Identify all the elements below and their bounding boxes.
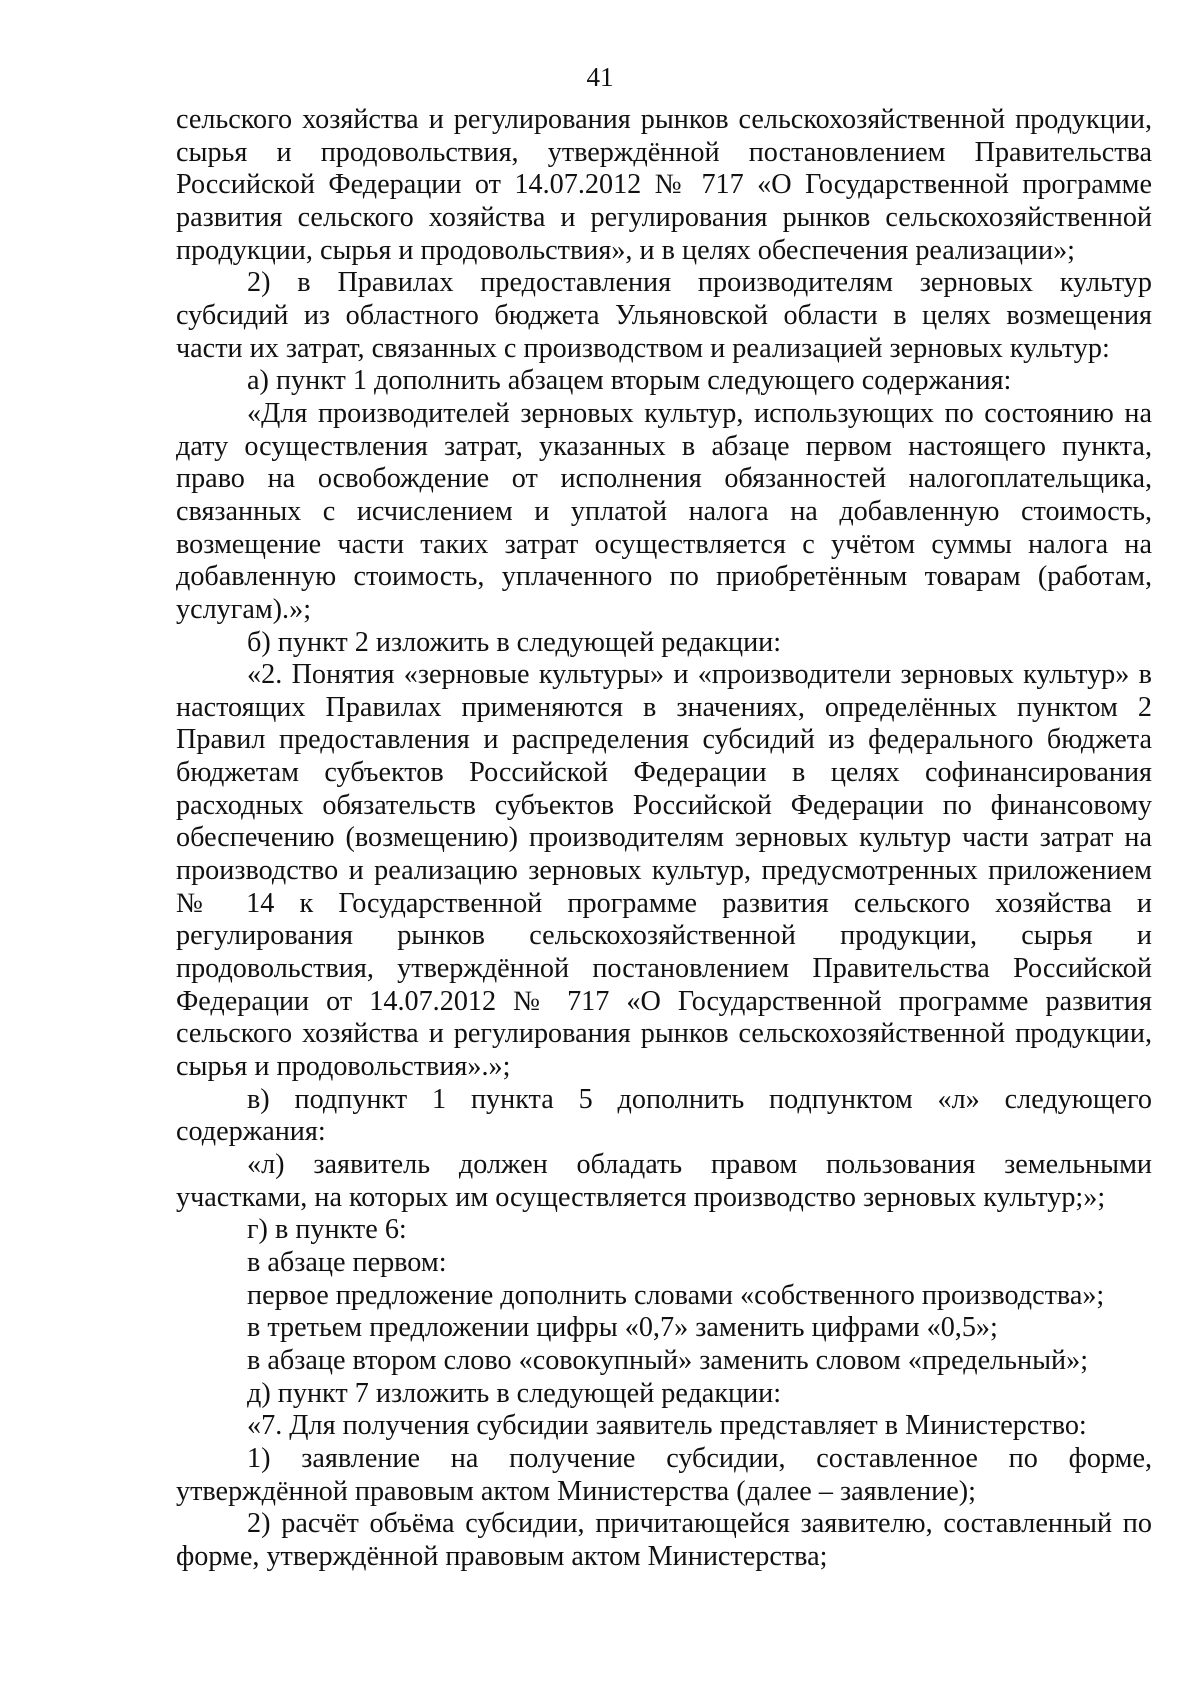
paragraph-third-sentence: в третьем предложении цифры «0,7» заменить цифрами «0,5»; — [247, 1312, 998, 1344]
paragraph-subitem-d: д) пункт 7 изложить в следующей редакции: — [247, 1377, 782, 1409]
paragraph-subitem-a: а) пункт 1 дополнить абзацем вторым следующего содержания: — [247, 365, 1012, 397]
paragraph-quote-7: «7. Для получения субсидии заявитель представляет в Министерство: — [247, 1410, 1087, 1442]
paragraph-quote-a: «Для производителей зерновых культур, использующих по состоянию на дату осуществления затрат, указанных в абзаце первом настоящего пункта, право на освобождение от исполнения обязанностей налогоплательщика, связанных с исчислением и уплатой налога на добавленную стоимость, возмещение части таких затрат осуществляется с учётом суммы налога на добавленную стоимость, уплаченного по приобретённым товарам (работам, услугам).»; — [176, 397, 1152, 625]
paragraph-quote-b: «2. Понятия «зерновые культуры» и «производители зерновых культур» в настоящих Правилах применяются в значениях, определённых пунктом 2 Правил предоставления и распределения субсидий из федерального бюджета бюджетам субъектов Российской Федерации в целях софинансирования расходных обязательств субъектов Российской Федерации по финансовому обеспечению (возмещению) производителям зерновых культур части затрат на производство и реализацию зерновых культур, предусмотренных приложением № 14 к Государственной программе развития сельского хозяйства и регулирования рынков сельскохозяйственной продукции, сырья и продовольствия, утверждённой постановлением Правительства Российской Федерации от 14.07.2012 № 717 «О Государственной программе развития сельского хозяйства и регулирования рынков сельскохозяйственной продукции, сырья и продовольствия».»; — [176, 659, 1152, 1083]
paragraph-list-2: 2) расчёт объёма субсидии, причитающейся заявителю, составленный по форме, утверждённой правовым актом Министерства; — [176, 1508, 1152, 1572]
paragraph-first-abzac: в абзаце первом: — [247, 1246, 447, 1278]
page-number: 41 — [586, 62, 614, 92]
paragraph-quote-l: «л) заявитель должен обладать правом пользования земельными участками, на которых им осуществляется производство зерновых культур;»; — [176, 1149, 1152, 1213]
paragraph-list-1: 1) заявление на получение субсидии, составленное по форме, утверждённой правовым актом Министерства (далее – заявление); — [176, 1442, 1152, 1507]
paragraph-item-2: 2) в Правилах предоставления производителям зерновых культур субсидий из областного бюджета Ульяновской области в целях возмещения части их затрат, связанных с производством и реализацией зерновых культур: — [176, 267, 1152, 364]
document-body — [176, 104, 1152, 1574]
paragraph-subitem-v: в) подпункт 1 пункта 5 дополнить подпунктом «л» следующего содержания: — [176, 1083, 1152, 1148]
paragraph-continuation: сельского хозяйства и регулирования рынков сельскохозяйственной продукции, сырья и продовольствия, утверждённой постановлением Правительства Российской Федерации от 14.07.2012 № 717 «О Государственной программе развития сельского хозяйства и регулирования рынков сельскохозяйственной продукции, сырья и продовольствия», и в целях обеспечения реализации»; — [176, 104, 1152, 266]
paragraph-first-sentence: первое предложение дополнить словами «собственного производства»; — [247, 1279, 1105, 1311]
paragraph-subitem-g: г) в пункте 6: — [247, 1214, 407, 1246]
paragraph-second-abzac: в абзаце втором слово «совокупный» заменить словом «предельный»; — [247, 1344, 1089, 1376]
paragraph-subitem-b: б) пункт 2 изложить в следующей редакции: — [247, 626, 782, 658]
